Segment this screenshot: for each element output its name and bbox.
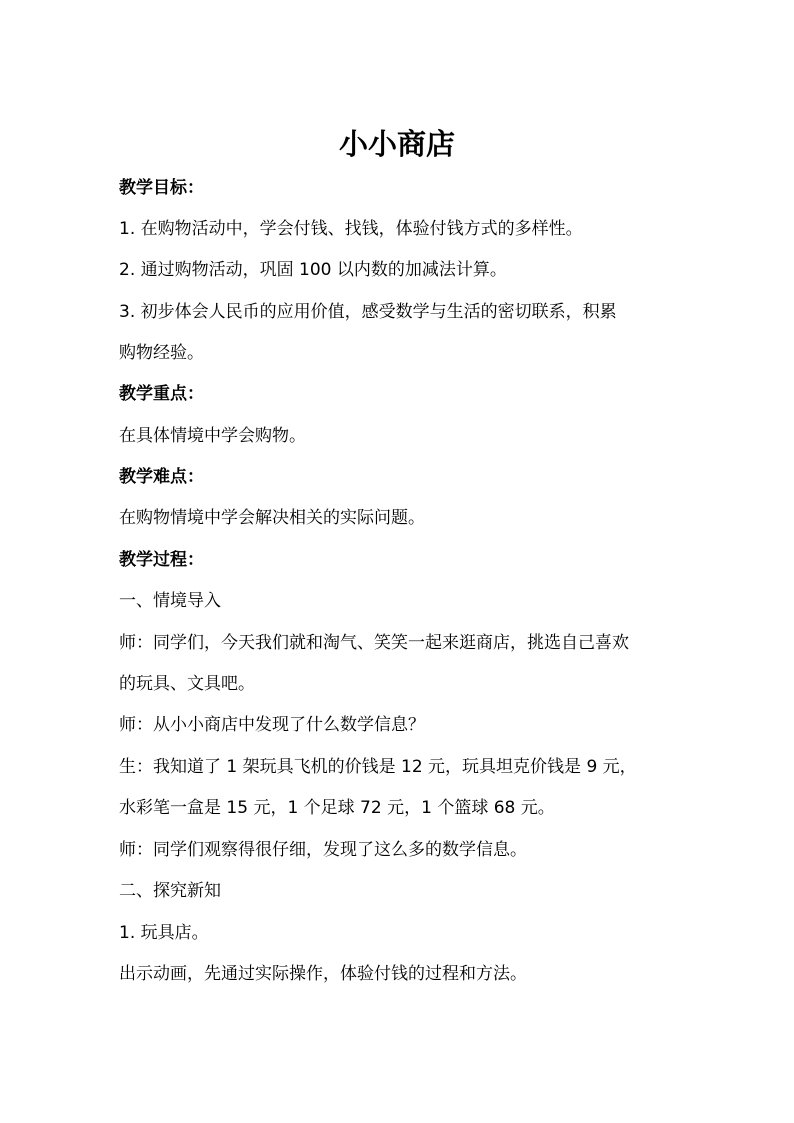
key-point-text: 在具体情境中学会购物。	[119, 426, 306, 446]
heading-key-points: 教学重点：	[119, 384, 204, 404]
subsection-toy-store: 1. 玩具店。	[119, 923, 209, 943]
objective-3-line-1: 3. 初步体会人民币的应用价值，感受数学与生活的密切联系，积累	[119, 302, 617, 322]
objective-2: 2. 通过购物活动，巩固 100 以内数的加减法计算。	[119, 260, 507, 280]
heading-teaching-process: 教学过程：	[119, 550, 204, 570]
heading-difficulties: 教学难点：	[119, 467, 204, 487]
teacher-line-3: 师：同学们观察得很仔细，发现了这么多的数学信息。	[119, 840, 527, 860]
teacher-line-1a: 师：同学们，今天我们就和淘气、笑笑一起来逛商店，挑选自己喜欢	[119, 633, 629, 653]
objective-3-line-2: 购物经验。	[119, 343, 204, 363]
document-title: 小小商店	[338, 127, 455, 161]
section-1-heading: 一、情境导入	[119, 591, 221, 611]
difficulty-text: 在购物情境中学会解决相关的实际问题。	[119, 508, 425, 528]
section-2-heading: 二、探究新知	[119, 881, 221, 901]
heading-teaching-objectives: 教学目标：	[119, 178, 204, 198]
student-line-1a: 生：我知道了 1 架玩具飞机的价钱是 12 元，玩具坦克价钱是 9 元，	[119, 757, 637, 777]
animation-instruction: 出示动画，先通过实际操作，体验付钱的过程和方法。	[119, 964, 527, 984]
teacher-line-2: 师：从小小商店中发现了什么数学信息？	[119, 715, 425, 735]
student-line-1b: 水彩笔一盒是 15 元，1 个足球 72 元，1 个篮球 68 元。	[119, 798, 555, 818]
objective-1: 1. 在购物活动中，学会付钱、找钱，体验付钱方式的多样性。	[119, 219, 583, 239]
teacher-line-1b: 的玩具、文具吧。	[119, 674, 255, 694]
